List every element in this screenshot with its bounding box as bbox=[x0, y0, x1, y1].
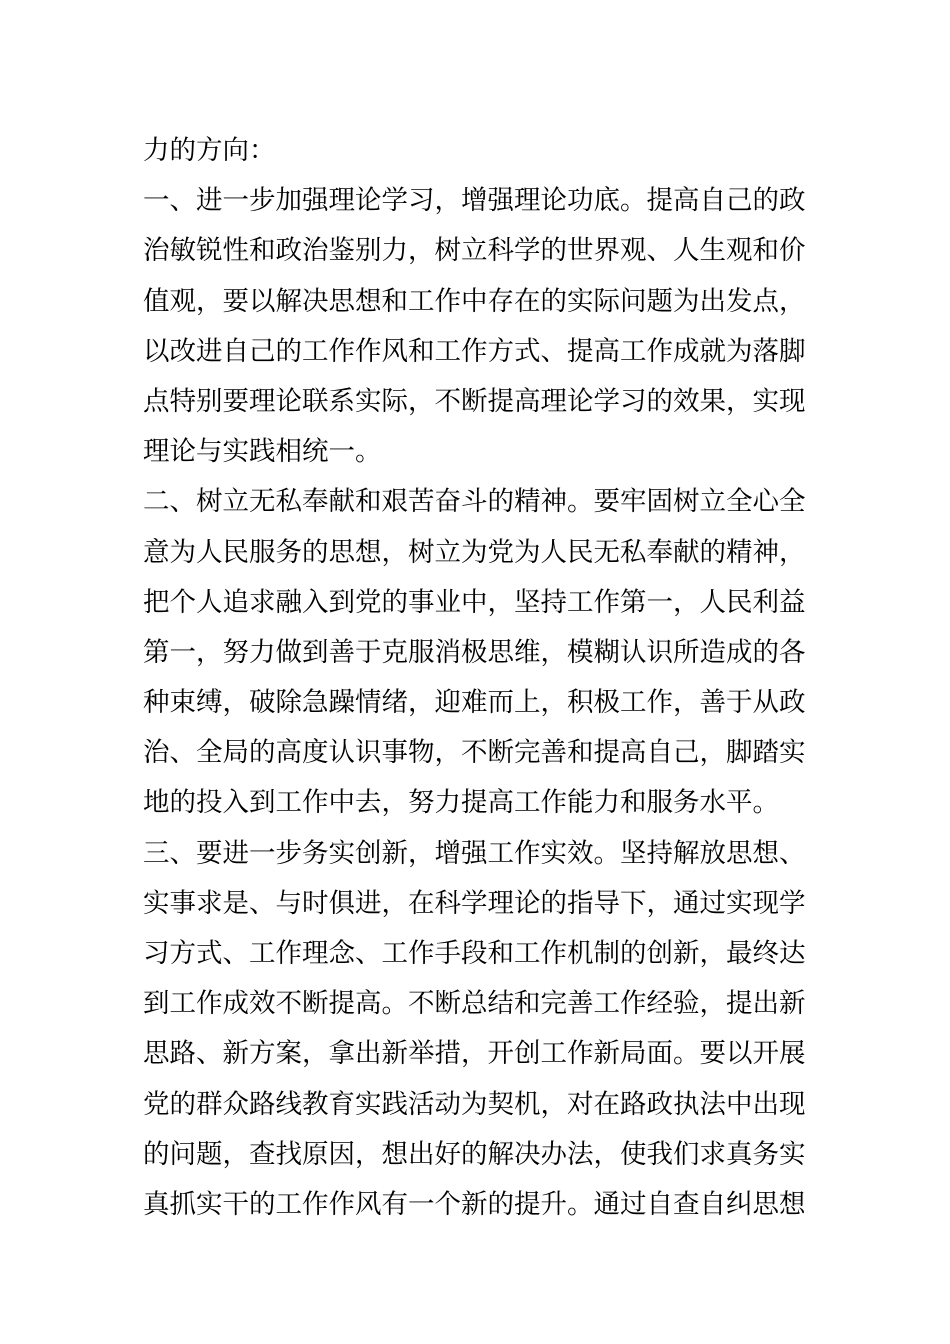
text-line: 党的群众路线教育实践活动为契机，对在路政执法中出现 bbox=[143, 1088, 806, 1120]
text-line: 治敏锐性和政治鉴别力，树立科学的世界观、人生观和价 bbox=[143, 235, 806, 267]
text-line: 习方式、工作理念、工作手段和工作机制的创新，最终达 bbox=[143, 938, 806, 969]
text-line: 地的投入到工作中去，努力提高工作能力和服务水平。 bbox=[143, 787, 779, 819]
text-line: 一、进一步加强理论学习，增强理论功底。提高自己的政 bbox=[143, 185, 806, 217]
text-line: 意为人民服务的思想，树立为党为人民无私奉献的精神， bbox=[143, 536, 806, 568]
text-line: 到工作成效不断提高。不断总结和完善工作经验，提出新 bbox=[143, 988, 806, 1020]
text-line: 理论与实践相统一。 bbox=[143, 436, 382, 468]
text-line: 点特别要理论联系实际，不断提高理论学习的效果，实现 bbox=[143, 385, 806, 417]
text-line: 把个人追求融入到党的事业中，坚持工作第一，人民利益 bbox=[143, 586, 806, 618]
text-line: 三、要进一步务实创新，增强工作实效。坚持解放思想、 bbox=[143, 837, 806, 869]
text-line: 治、全局的高度认识事物，不断完善和提高自己，脚踏实 bbox=[143, 737, 806, 769]
text-line: 真抓实干的工作作风有一个新的提升。通过自查自纠思想 bbox=[143, 1188, 806, 1220]
text-line: 思路、新方案，拿出新举措，开创工作新局面。要以开展 bbox=[143, 1038, 806, 1070]
text-line: 种束缚，破除急躁情绪，迎难而上，积极工作，善于从政 bbox=[143, 687, 806, 719]
text-line: 实事求是、与时俱进，在科学理论的指导下，通过实现学 bbox=[143, 887, 806, 919]
text-line: 值观，要以解决思想和工作中存在的实际问题为出发点， bbox=[143, 285, 806, 317]
text-line: 的问题，查找原因，想出好的解决办法，使我们求真务实 bbox=[143, 1138, 806, 1170]
text-line: 二、树立无私奉献和艰苦奋斗的精神。要牢固树立全心全 bbox=[143, 486, 806, 518]
document-body bbox=[143, 126, 813, 1230]
text-line: 第一，努力做到善于克服消极思维，模糊认识所造成的各 bbox=[143, 636, 806, 668]
text-line: 力的方向： bbox=[143, 135, 276, 166]
text-line: 以改进自己的工作作风和工作方式、提高工作成就为落脚 bbox=[143, 335, 806, 367]
